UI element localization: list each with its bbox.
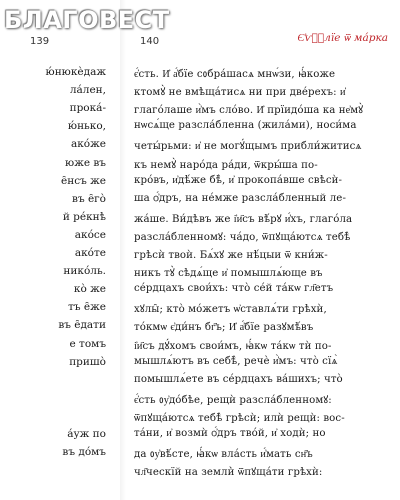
text-line: прока́-: [69, 102, 106, 115]
text-line: въ до́мъ: [62, 446, 106, 459]
right-page: [126, 0, 400, 500]
text-line: ако́же: [70, 138, 106, 151]
line-text: се́рдцахъ свои́хъ: что̀ се́й та́кѡ гл҃етъ: [134, 283, 334, 295]
text-line: пришо̀: [69, 355, 106, 368]
text-line: е томъ: [69, 337, 106, 350]
text-line: [134, 102, 392, 116]
text-line: а́уж по: [67, 428, 106, 440]
text-line: е̑нсъ же: [61, 174, 106, 187]
line-text: ѿпꙋща́ютсѧ тебѣ̀ грѣсѝ; илѝ рещѝ: вос-: [134, 412, 345, 424]
text-line: [134, 392, 392, 406]
right-page-number: 140: [140, 36, 160, 47]
text-line: [134, 265, 392, 279]
line-text: грѣсѝ твоѝ. Бѧ́хꙋ же нѣ́цыи ѿ кни́ж-: [134, 250, 328, 261]
text-line: [134, 428, 392, 439]
line-text: мышлѧ́ютъ въ себѣ̀, речѐ и҆̀мъ: что̀ сїѧ̀: [134, 355, 338, 367]
text-line: ю́нюкѐдаж: [45, 66, 106, 78]
line-text: глаго́лаше и҆̀мъ сло́во. И҆ прїидо́ша ка не҆мꙋ̀: [134, 105, 364, 117]
text-line: [134, 247, 392, 261]
line-text: то́кмѡ є҆ди́нъ бг҃ъ; И҆ а҆́бїе разꙋмѣ́въ: [134, 322, 314, 334]
text-line: [134, 301, 392, 315]
text-line: [134, 84, 392, 98]
line-text: жа́ше. Ви́дѣвъ же і҆и҃съ вѣ́рꙋ и҆́хъ, глаго́ла: [134, 213, 353, 225]
line-text: ша ѻ҆́дръ, на не́мже разсла́бленный ле-: [134, 192, 346, 204]
line-text: разсла́бленномꙋ: ча́до, ѿпꙋща́ютсѧ тебѣ̀: [134, 231, 351, 243]
text-line: ако́те: [74, 247, 106, 259]
line-text: помышлѧ́ете въ се́рдцахъ ва́шихъ; что̀: [134, 373, 343, 385]
text-line: ла́лен,: [69, 84, 106, 97]
text-line: тъ е̑же: [68, 301, 106, 314]
text-line: [134, 319, 392, 333]
left-page: [0, 0, 120, 500]
text-line: ако́се: [74, 228, 106, 241]
line-text: ктомꙋ̀ не вмѣща́тисѧ ни при две́рехъ: и҆: [134, 87, 346, 99]
text-line: въ е̑го̀: [72, 192, 106, 205]
text-line: [134, 175, 392, 186]
text-line: [134, 138, 392, 152]
text-line: [134, 338, 392, 352]
line-text: четы́рьми: и҆ не могꙋ́щымъ прибли́житисѧ: [134, 141, 362, 153]
text-line: [134, 356, 392, 367]
text-line: ко̀ же: [73, 283, 106, 296]
watermark-logo: БЛАГОВЕСТ: [4, 6, 170, 34]
line-text: да ᲂу҆вѣ́сте, ꙗ҆́кѡ вла́сть и҆́мать сн҃ъ: [134, 449, 313, 461]
line-text: хꙋлы̑; кто̀ мо́жетъ ѡ҆ставлѧ́ти грѣхѝ,: [134, 304, 327, 316]
text-line: [134, 283, 392, 294]
text-line: ю́нько,: [67, 120, 106, 133]
text-line: [134, 120, 392, 131]
line-text: къ немꙋ̀ наро́да ра́ди, ѿкры́ша по-: [134, 159, 318, 171]
text-line: й ре́кнѣ: [62, 210, 106, 223]
text-line: въ е̑дати: [58, 319, 106, 332]
line-text: кро́въ, и҆дѣ́же бѣ̀, и҆ прокопа́вше свѣсѝ-: [134, 174, 343, 186]
line-text: є҆́сть ᲂу҆до́бѣе, рещѝ разсла́бленномꙋ:: [134, 394, 332, 406]
text-line: [134, 193, 392, 204]
line-text: чл҃ческїй на земли̇̀ ѿпꙋща́ти грѣхѝ:: [134, 467, 323, 479]
line-text: є҆́сть. И҆ а҆́бїе сᲂбра́шасѧ мнѡ́зи, ꙗ҆́коже: [134, 69, 336, 80]
text-line: [134, 446, 392, 460]
text-line: [134, 211, 392, 225]
text-line: [134, 374, 392, 385]
text-line: [134, 229, 392, 243]
text-line: [134, 66, 392, 80]
line-text: никъ тꙋ̀ сѣдѧ́ще и҆ помышлѧ́юще въ: [134, 268, 323, 280]
text-line: юже въ: [65, 156, 106, 169]
text-line: [134, 410, 392, 424]
left-page-number: 139: [30, 36, 50, 47]
line-text: і҆и҃съ дꙋ́хомъ свои́мъ, ꙗ҆́кѡ та́кѡ тѝ по-: [134, 340, 332, 352]
running-header: Є҆ѵⷢ҇лїе ѿ ма́рка: [297, 32, 388, 44]
line-text: нѡсѧ́ще разсла́бленна (жила́ми), носи́ма: [134, 120, 357, 132]
text-line: [134, 464, 392, 478]
text-line: [134, 157, 392, 171]
line-text: та́ни, и҆ возмѝ ѻ҆́дръ тво́й, и҆ ходѝ; но: [134, 428, 326, 439]
text-line: нико́ль.: [63, 265, 106, 278]
